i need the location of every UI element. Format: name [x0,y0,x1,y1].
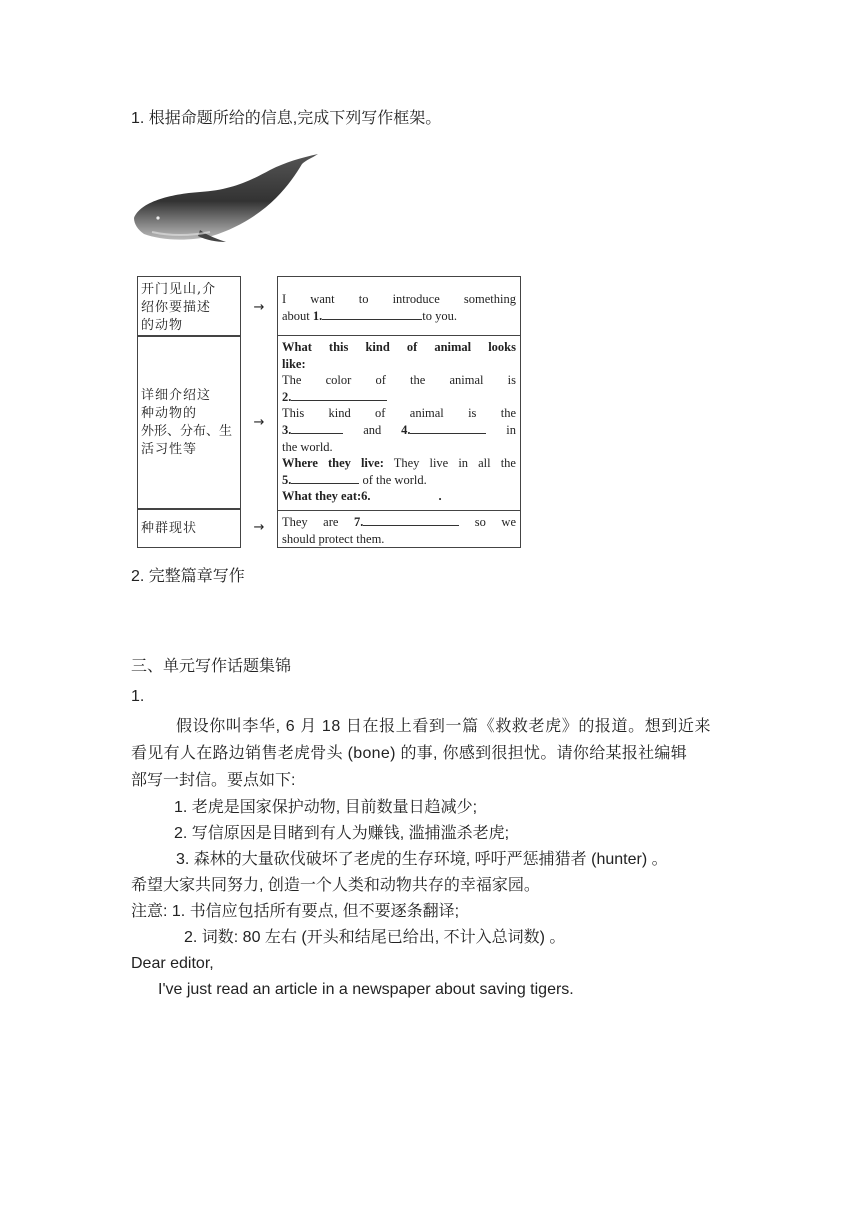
letter-greeting: Dear editor, [131,955,214,972]
task-paragraph-line: 部写一封信。要点如下: [131,772,296,789]
section2-heading: 2. 完整篇章写作 [131,568,245,585]
frame-text: of the world. [359,472,427,487]
blank-number: 1. [312,308,323,323]
frame-line: should protect them. [282,531,385,546]
left-line: 绍你要描述 [141,300,212,315]
answer-blank [291,389,387,401]
frame-text: about [282,308,313,323]
answer-blank [363,514,459,526]
frame-text: and [343,422,402,437]
blank-number: 7. [353,515,364,529]
frame-line: I want to introduce something [282,292,516,306]
frame-line [282,455,516,472]
framework-left-status [137,509,241,548]
blank-number: 5. [282,472,292,487]
frame-text: They live in all the [383,456,516,471]
arrow-icon: → [253,415,265,430]
left-line: 开门见山,介 [141,282,217,297]
left-line: 外形、分布、生 [141,424,233,439]
note-line: 注意: 1. 书信应包括所有要点, 但不要逐条翻译; [131,903,460,920]
key-point: 2. 写信原因是目睹到有人为赚钱, 滥捕滥杀老虎; [174,825,510,842]
left-line: 详细介绍这 [141,388,212,403]
framework-left-detail [137,336,241,509]
left-line: 活习性等 [141,442,198,457]
task-paragraph-line: 看见有人在路边销售老虎骨头 (bone) 的事, 你感到很担忧。请你给某报社编辑 [131,745,688,762]
key-point-continuation: 希望大家共同努力, 创造一个人类和动物共存的幸福家园。 [131,877,540,894]
frame-text: They are [282,515,354,529]
frame-line [282,422,516,439]
frame-line: This kind of animal is the [282,406,516,421]
key-point: 3. 森林的大量砍伐破坏了老虎的生存环境, 呼吁严惩捕猎者 (hunter) 。 [176,851,668,868]
frame-text: in [486,422,516,437]
frame-line [282,514,516,531]
writing-framework [137,276,521,548]
answer-blank [410,422,486,434]
framework-right-detail [278,337,520,507]
framework-right [277,276,521,548]
blank-number: 3. [282,422,292,437]
key-point: 1. 老虎是国家保护动物, 目前数量日趋减少; [174,799,478,816]
frame-bold: like: [282,356,306,371]
note-line: 2. 词数: 80 左右 (开头和结尾已给出, 不计入总词数) 。 [184,929,566,946]
frame-line [282,308,516,325]
frame-line [282,472,516,489]
arrow-icon: → [253,520,265,535]
letter-opening: I've just read an article in a newspaper about saving tigers. [158,981,574,998]
frame-text: to you. [422,308,458,323]
frame-line: The color of the animal is [282,373,516,388]
frame-line [282,488,516,505]
whale-image [130,152,325,244]
answer-blank [322,308,422,320]
frame-line: the world. [282,439,333,454]
frame-text: . [438,489,442,504]
frame-line [282,389,516,406]
frame-bold: What they eat: [282,489,362,504]
frame-text: so we [459,515,516,529]
left-line: 的动物 [141,318,184,333]
divider [278,335,520,336]
blank-number: 4. [401,422,411,437]
answer-blank [291,472,359,484]
frame-bold: What this kind of animal looks [282,340,516,354]
left-line: 种群现状 [141,521,198,536]
divider [278,510,520,511]
framework-right-intro [278,289,520,326]
task-paragraph-line: 假设你叫李华, 6 月 18 日在报上看到一篇《救救老虎》的报道。想到近来 [176,718,712,735]
left-line: 种动物的 [141,406,198,421]
answer-blank [291,422,343,434]
section1-heading: 1. 根据命题所给的信息,完成下列写作框架。 [131,110,442,127]
frame-line [282,356,516,373]
task-number: 1. [131,688,145,705]
framework-right-status [278,512,520,549]
arrow-icon: → [253,300,265,315]
blank-number: 2. [282,389,292,404]
blank-number: 6. [361,489,371,504]
frame-bold: Where they live: [282,456,384,471]
frame-line [282,339,516,356]
framework-left-intro [137,276,241,336]
section3-heading: 三、单元写作话题集锦 [131,658,292,675]
